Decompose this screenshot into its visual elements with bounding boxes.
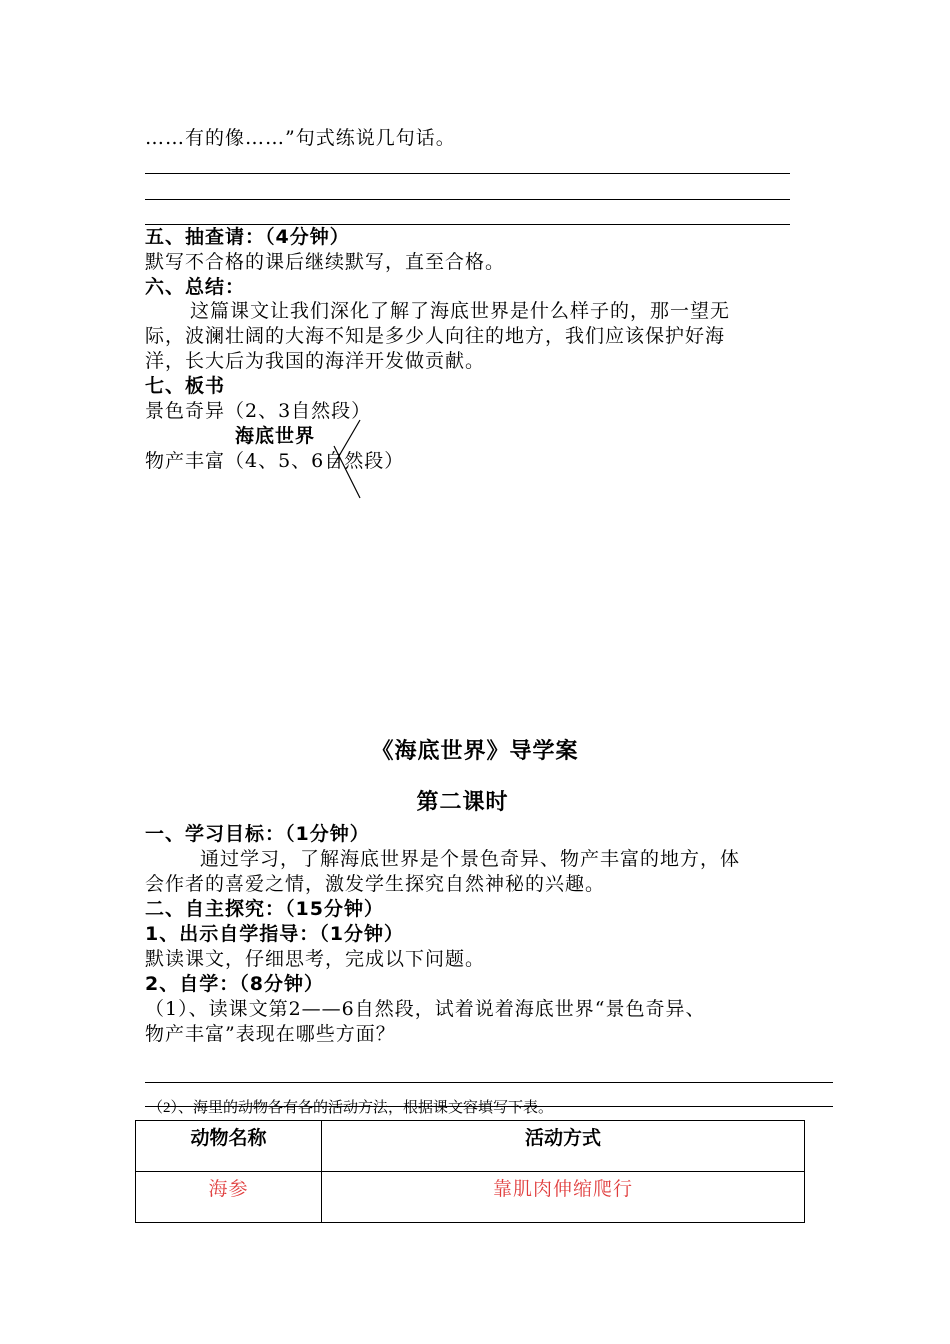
table-row — [136, 1172, 805, 1223]
sentence-pattern-prompt: ……有的像……”句式练说几句话。 — [145, 127, 456, 149]
summary-line: 际，波澜壮阔的大海不知是多少人向往的地方，我们应该保护好海 — [145, 325, 726, 347]
guide-text: 默读课文，仔细思考，完成以下问题。 — [145, 948, 486, 970]
board-center-title: 海底世界 — [235, 425, 316, 447]
goal-line: 通过学习，了解海底世界是个景色奇异、物产丰富的地方，体 — [200, 848, 741, 870]
goal-line: 会作者的喜爱之情，激发学生探究自然神秘的兴趣。 — [145, 873, 606, 895]
question1-line: （1）、读课文第2——6自然段，试着说着海底世界“景色奇异、 — [145, 998, 706, 1020]
section5-heading: 五、抽查请：（4分钟） — [145, 226, 350, 248]
table-header-animal-name: 动物名称 — [136, 1121, 322, 1172]
summary-line: 这篇课文让我们深化了解了海底世界是什么样子的，那一望无 — [190, 300, 731, 322]
question2-text: （2）、海里的动物各有各的活动方法，根据课文容填写下表。 — [148, 1100, 554, 1116]
guide-heading: 1、出示自学指导：（1分钟） — [145, 923, 404, 945]
question1-line: 物产丰富”表现在哪些方面？ — [145, 1023, 396, 1045]
selfstudy-heading: 2、自学：（8分钟） — [145, 973, 324, 995]
answer-line — [145, 199, 790, 200]
section7-heading: 七、板书 — [145, 375, 226, 397]
table-header-row — [136, 1121, 805, 1172]
answer-line — [145, 1106, 833, 1107]
section5-text: 默写不合格的课后继续默写，直至合格。 — [145, 251, 506, 273]
section6-heading: 六、总结： — [145, 276, 246, 298]
table-cell-animal: 海参 — [136, 1172, 322, 1223]
animal-movement-table — [135, 1120, 805, 1223]
summary-line: 洋，长大后为我国的海洋开发做贡献。 — [145, 350, 486, 372]
board-top-branch: 景色奇异（2、3自然段） — [145, 400, 372, 422]
explore-heading: 二、自主探究：（15分钟） — [145, 898, 384, 920]
document-title: 《海底世界》导学案 — [371, 739, 579, 764]
answer-line — [145, 1082, 833, 1083]
goal-heading: 一、学习目标：（1分钟） — [145, 823, 370, 845]
board-diagonal-lines — [320, 418, 365, 500]
table-header-movement: 活动方式 — [322, 1121, 805, 1172]
answer-line — [145, 173, 790, 174]
lesson-subtitle: 第二课时 — [416, 790, 509, 815]
board-bottom-branch: 物产丰富（4、5、6自然段） — [145, 450, 405, 472]
table-cell-movement: 靠肌肉伸缩爬行 — [322, 1172, 805, 1223]
